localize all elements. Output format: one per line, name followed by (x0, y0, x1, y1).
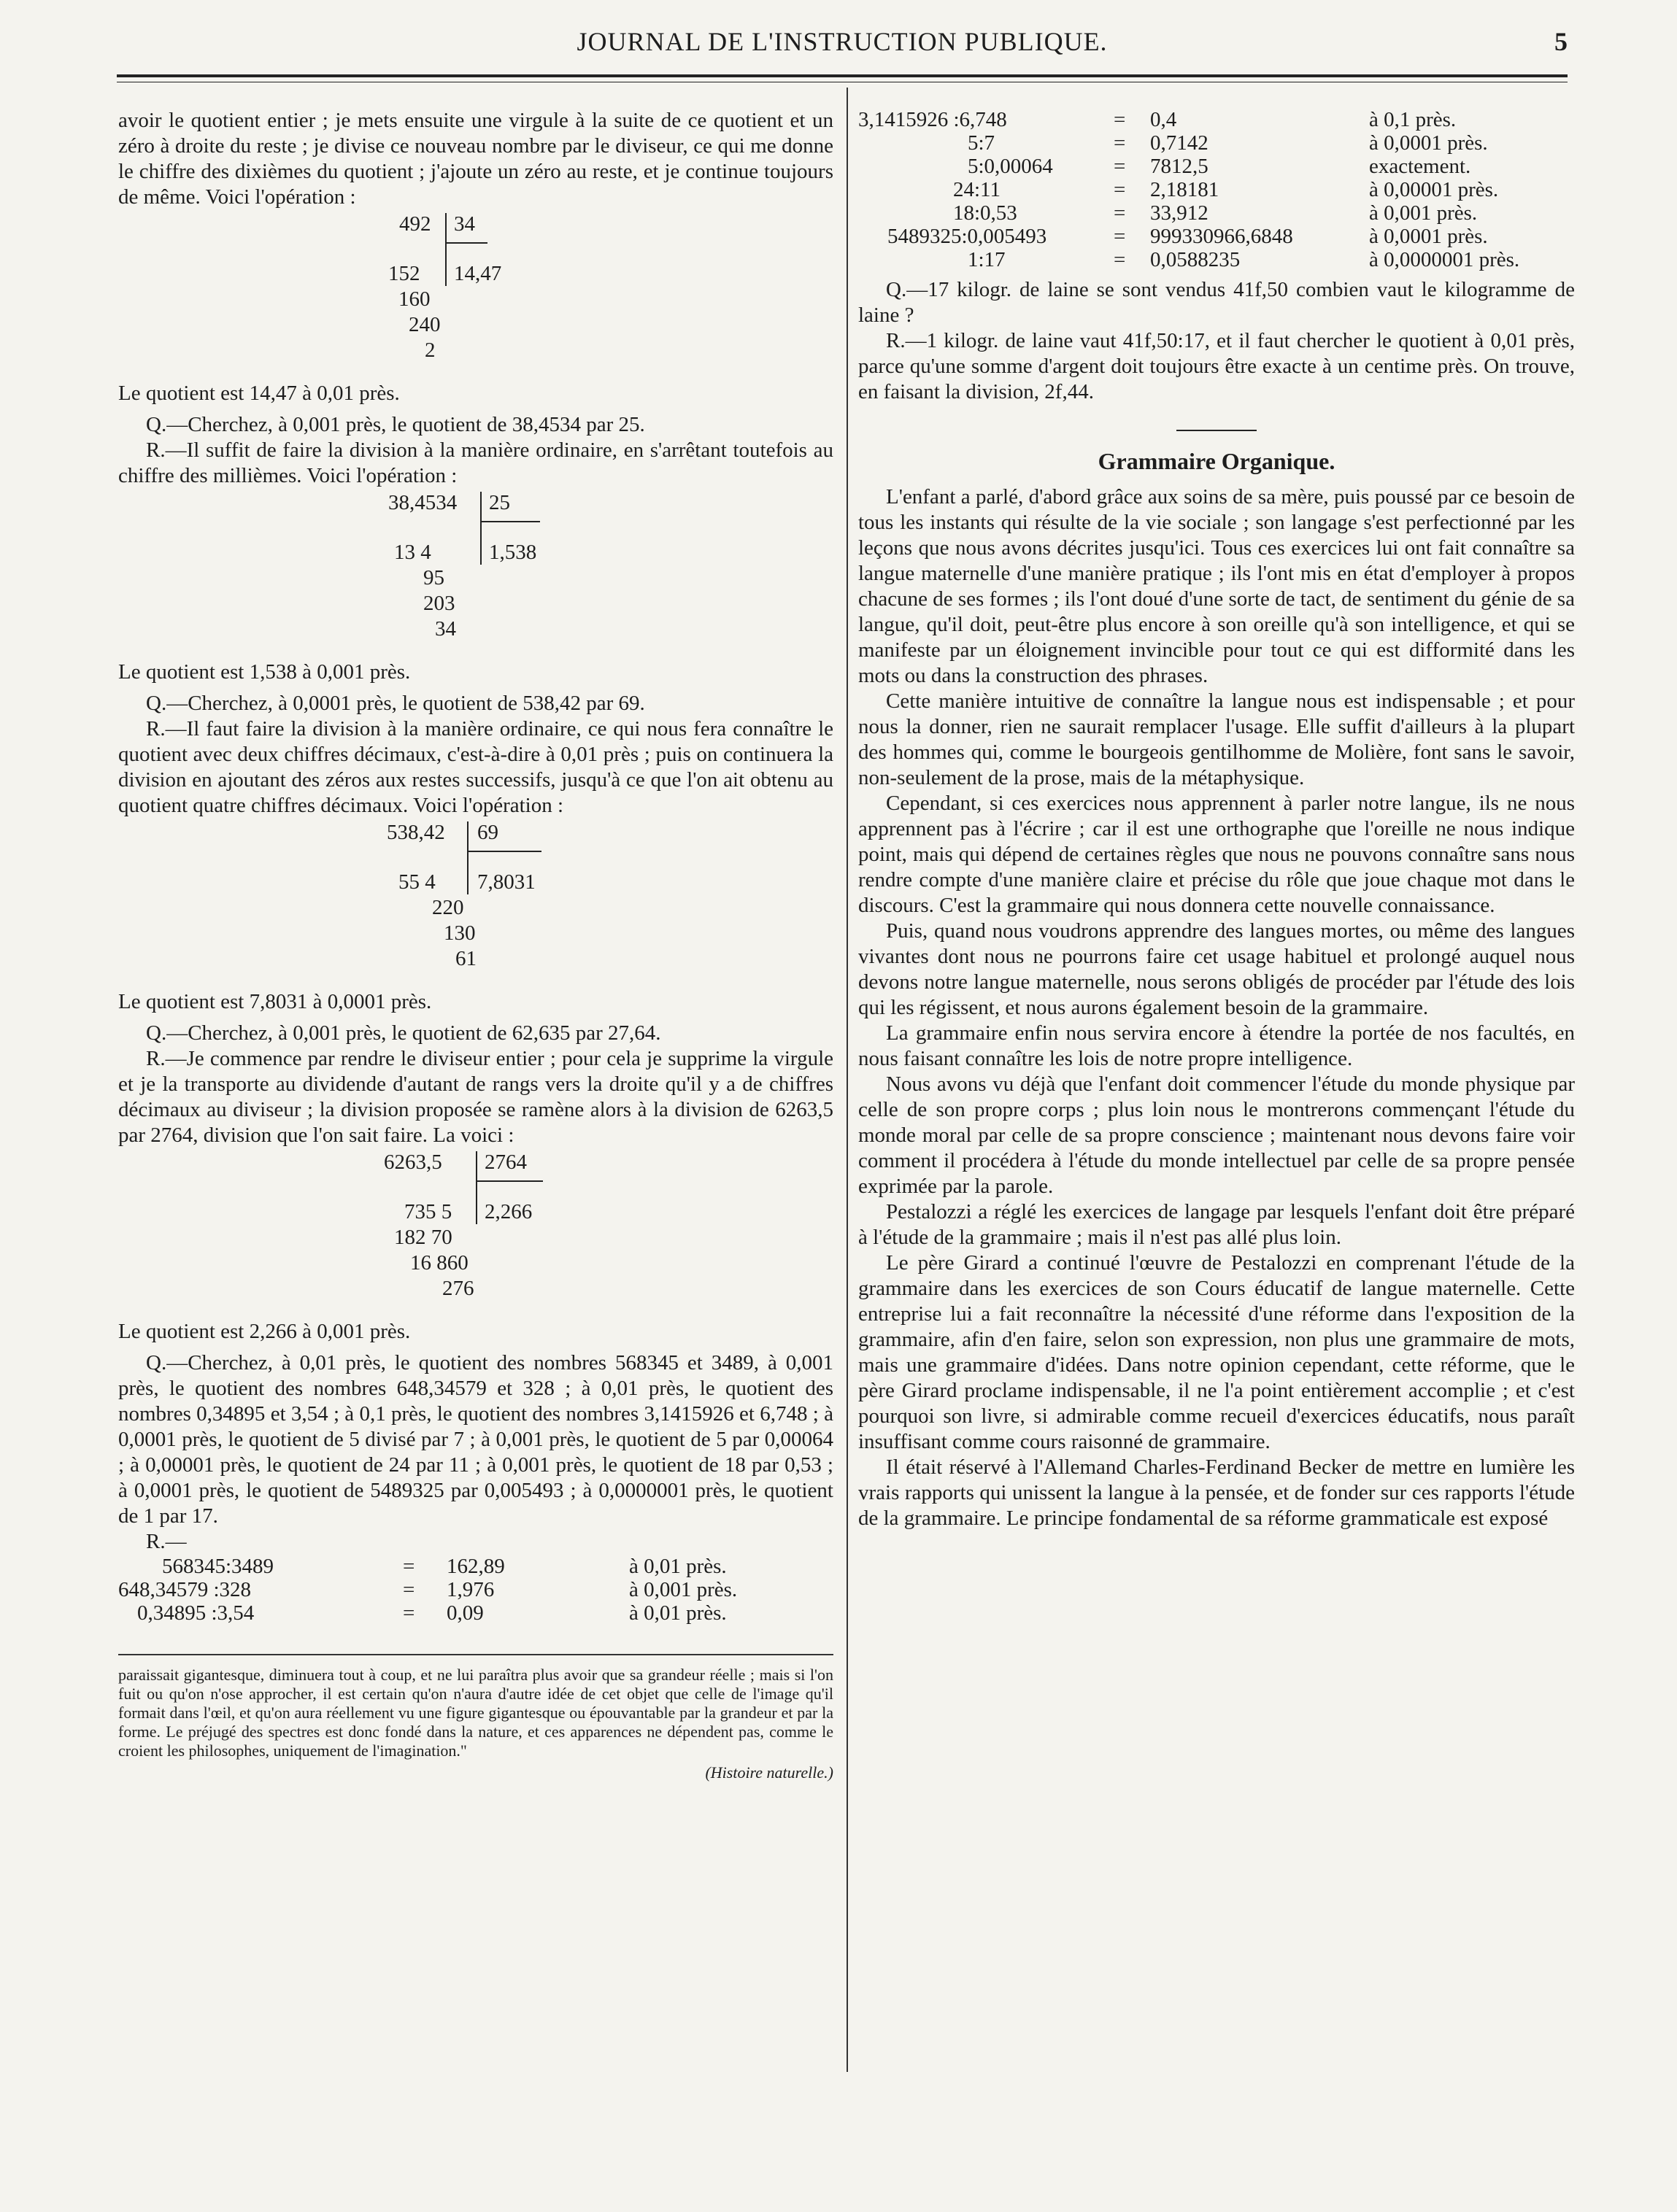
value: 0,7142 (1150, 131, 1208, 155)
operation: 568345:3489 (162, 1555, 274, 1578)
value: 33,912 (1150, 201, 1208, 225)
remainder: 130 (444, 921, 476, 945)
right-column (858, 108, 1575, 1531)
equals-sign: = (1114, 178, 1126, 201)
value: 162,89 (447, 1555, 505, 1578)
remainder: 55 4 (398, 870, 436, 894)
operation: 648,34579 :328 (118, 1578, 252, 1601)
results-table-right (858, 108, 1575, 271)
operation: 3,1415926 :6,748 (858, 108, 1007, 131)
operation: 5:7 (968, 131, 995, 155)
journal-title: JOURNAL DE L'INSTRUCTION PUBLIQUE. (577, 27, 1108, 56)
precision: à 0,1 près. (1369, 108, 1457, 131)
results-table-left (118, 1555, 833, 1625)
table-row (858, 248, 1575, 271)
table-row (858, 155, 1575, 178)
dividend: 6263,5 (384, 1151, 442, 1174)
divisor: 69 (477, 821, 498, 844)
table-row (858, 178, 1575, 201)
value: 7812,5 (1150, 155, 1208, 178)
precision: à 0,00001 près. (1369, 178, 1499, 201)
page-header (117, 26, 1568, 63)
equals-sign: = (1114, 225, 1126, 248)
dividend: 492 (399, 212, 431, 236)
answer: R.—1 kilogr. de laine vaut 41f,50:17, et il faut chercher le quotient à 0,01 près, parce qu'une somme d'argent doit toujours être exacte à un centime près. On trouve, en faisant la division, 2f,44. (858, 329, 1575, 403)
divisor: 34 (454, 212, 475, 236)
quotient: 7,8031 (477, 870, 536, 894)
division-line (477, 1180, 543, 1182)
quotient: 14,47 (454, 262, 502, 285)
question: Q.—17 kilogr. de laine se sont vendus 41f,50 combien vaut le kilogramme de laine ? (858, 278, 1575, 327)
precision: à 0,001 près. (1369, 201, 1478, 225)
equals-sign: = (1114, 155, 1126, 178)
remainder: 160 (398, 287, 431, 311)
division-operation-1 (118, 212, 833, 379)
precision: à 0,001 près. (629, 1578, 738, 1601)
precision: exactement. (1369, 155, 1471, 178)
paragraph: Le père Girard a continué l'œuvre de Pestalozzi en comprenant l'étude de la grammaire dans les exercices de son Cours éducatif de langue maternelle. Cette entreprise lui a fait reconnaître la nécessité d'une réforme dans l'exposition de la grammaire, afin d'en faire, selon son expression, non plus une grammaire de mots, mais une grammaire d'idées. Dans notre opinion cependant, cette réforme, que le père Girard proclame indispensable, il ne l'a point entièrement accomplie ; et c'est pourquoi son livre, si admirable comme recueil d'exercices éducatifs, nous paraît insuffisant comme cours raisonné de grammaire. (858, 1251, 1575, 1453)
result-line: Le quotient est 7,8031 à 0,0001 près. (118, 990, 432, 1013)
question: Q.—Cherchez, à 0,001 près, le quotient de 62,635 par 27,64. (146, 1021, 661, 1045)
remainder: 34 (435, 617, 456, 641)
answer: R.—Je commence par rendre le diviseur entier ; pour cela je supprime la virgule et je la transporte au dividende d'autant de rangs vers la droite qu'il y a de chiffres décimaux au diviseur ; la division proposée se ramène alors à la division de 6263,5 par 2764, division que l'on sait faire. La voici : (118, 1047, 833, 1147)
equals-sign: = (1114, 108, 1126, 131)
dividend: 38,4534 (388, 491, 458, 514)
quotient: 2,266 (485, 1200, 533, 1223)
answer-label: R.— (146, 1530, 187, 1553)
remainder: 152 (388, 262, 420, 285)
dividend: 538,42 (387, 821, 445, 844)
remainder: 61 (455, 947, 477, 970)
equals-sign: = (403, 1555, 415, 1578)
remainder: 16 860 (410, 1251, 469, 1275)
precision: à 0,01 près. (629, 1601, 727, 1625)
header-rule-thick (117, 74, 1568, 77)
paragraph: L'enfant a parlé, d'abord grâce aux soins de sa mère, puis poussé par ce besoin de tous les instants qui résulte de la vie sociale ; son langage s'est perfectionné par les leçons que nous avons décrites jusqu'ici. Tous ces exercices lui ont fait connaître sa langue maternelle d'une manière pratique ; ils l'ont mis en état d'employer à propos chacune de ses formes ; ils l'ont doué d'une sorte de tact, de sentiment du génie de sa langue, qu'il doit, peut-être plus encore à son oreille qu'à son intelligence, et qui se manifeste par un éloignement invincible pour tout ce qui est difformité dans les mots ou dans la construction des phrases. (858, 485, 1575, 687)
remainder: 182 70 (394, 1226, 452, 1249)
operation: 5:0,00064 (968, 155, 1053, 178)
division-operation-3 (118, 820, 833, 988)
value: 1,976 (447, 1578, 495, 1601)
column-divider (847, 88, 848, 2072)
value: 2,18181 (1150, 178, 1219, 201)
result-line: Le quotient est 2,266 à 0,001 près. (118, 1320, 411, 1343)
question: Q.—Cherchez, à 0,0001 près, le quotient de 538,42 par 69. (146, 692, 645, 715)
result-line: Le quotient est 1,538 à 0,001 près. (118, 660, 411, 684)
division-bar (480, 492, 482, 565)
remainder: 220 (432, 896, 464, 919)
table-row (858, 131, 1575, 155)
divisor: 2764 (485, 1151, 527, 1174)
equals-sign: = (1114, 201, 1126, 225)
paragraph: Cette manière intuitive de connaître la langue nous est indispensable ; et pour nous la donner, rien ne saurait remplacer l'usage. Elle suffit d'ailleurs à la plupart des hommes qui, comme le bourgeois gentilhomme de Molière, font sans le savoir, non-seulement de la prose, mais de la métaphysique. (858, 689, 1575, 789)
section-rule (1176, 430, 1257, 431)
operation: 24:11 (953, 178, 1001, 201)
answer: R.—Il faut faire la division à la manière ordinaire, ce qui nous fera connaître le quotient avec deux chiffres décimaux, c'est-à-dire à 0,01 près ; puis on continuera la division en ajoutant des zéros aux restes successifs, jusqu'à ce que l'on ait obtenu au quotient quatre chiffres décimaux. Voici l'opération : (118, 717, 833, 817)
section-title: Grammaire Organique. (1098, 448, 1335, 474)
footnote-rule (118, 1654, 833, 1655)
paragraph: Pestalozzi a réglé les exercices de langage par lesquels l'enfant doit être préparé à l'étude de la grammaire ; mais il n'est pas allé plus loin. (858, 1200, 1575, 1249)
equals-sign: = (1114, 248, 1126, 271)
paragraph: La grammaire enfin nous servira encore à étendre la portée de nos facultés, en nous faisant connaître les lois de notre propre intelligence. (858, 1021, 1575, 1070)
operation: 1:17 (968, 248, 1006, 271)
operation: 0,34895 :3,54 (137, 1601, 255, 1625)
answer: R.—Il suffit de faire la division à la manière ordinaire, en s'arrêtant toutefois au chiffre des millièmes. Voici l'opération : (118, 438, 833, 487)
equals-sign: = (1114, 131, 1126, 155)
value: 999330966,6848 (1150, 225, 1293, 248)
division-line (482, 521, 540, 522)
operation: 18:0,53 (953, 201, 1017, 225)
division-bar (476, 1151, 477, 1224)
equals-sign: = (403, 1578, 415, 1601)
paragraph: Nous avons vu déjà que l'enfant doit commencer l'étude du monde physique par celle de son propre corps ; plus loin nous le montrerons commençant l'étude du monde moral par celle de sa propre conscience ; maintenant nous devons faire voir comment il procédera à l'étude du monde intellectuel par celle de sa propre pensée exprimée par la parole. (858, 1072, 1575, 1198)
result-line: Le quotient est 14,47 à 0,01 près. (118, 382, 400, 405)
division-operation-4 (118, 1150, 833, 1318)
precision: à 0,0001 près. (1369, 131, 1488, 155)
precision: à 0,0001 près. (1369, 225, 1488, 248)
table-row (858, 201, 1575, 225)
division-operation-2 (118, 490, 833, 658)
remainder: 13 4 (394, 541, 431, 564)
remainder: 240 (409, 313, 441, 336)
remainder: 276 (442, 1277, 474, 1300)
question: Q.—Cherchez, à 0,001 près, le quotient de 38,4534 par 25. (146, 413, 645, 436)
page-number: 5 (1554, 27, 1568, 56)
division-line (469, 851, 541, 852)
table-row (858, 108, 1575, 131)
paragraph: Puis, quand nous voudrons apprendre des langues mortes, ou même des langues vivantes dont nous ne pourrons faire cet usage habituel et prolongé auquel nous devons notre langue maternelle, nous serons obligés de procéder par l'étude des lois qui les régissent, et nous aurons également besoin de la grammaire. (858, 919, 1575, 1019)
table-row (118, 1601, 833, 1625)
paragraph: avoir le quotient entier ; je mets ensuite une virgule à la suite de ce quotient et un zéro à droite du reste ; je divise ce nouveau nombre par le diviseur, ce qui me donne le chiffre des dixièmes du quotient ; j'ajoute un zéro au reste, et je continue toujours de même. Voici l'opération : (118, 109, 833, 209)
precision: à 0,0000001 près. (1369, 248, 1520, 271)
remainder: 735 5 (404, 1200, 452, 1223)
remainder: 95 (423, 566, 444, 589)
value: 0,4 (1150, 108, 1177, 131)
footnote: paraissait gigantesque, diminuera tout à coup, et ne lui paraîtra plus avoir que sa grandeur réelle ; mais si l'on fuit ou qu'on n'ose approcher, il est certain qu'on n'aura d'autre idée de cet objet que celle de l'image qu'il formait dans l'œil, et qu'on aura réellement vu une figure gigantesque ou épouvantable par la grandeur et par la forme. Le préjugé des spectres est donc fondé dans la nature, et ces apparences ne dépendent pas, comme le croient les philosophes, uniquement de l'imagination." (118, 1666, 833, 1760)
footnote-source: (Histoire naturelle.) (705, 1763, 833, 1782)
equals-sign: = (403, 1601, 415, 1625)
precision: à 0,01 près. (629, 1555, 727, 1578)
table-row (858, 225, 1575, 248)
remainder: 2 (425, 339, 436, 362)
paragraph: Il était réservé à l'Allemand Charles-Ferdinand Becker de mettre en lumière les vrais rapports qui unissent la langue à la pensée, et de fonder sur ces rapports l'étude de la grammaire. Le principe fondamental de sa réforme grammaticale est exposé (858, 1455, 1575, 1530)
table-row (118, 1578, 833, 1601)
remainder: 203 (423, 592, 455, 615)
divisor: 25 (489, 491, 510, 514)
operation: 5489325:0,005493 (887, 225, 1047, 248)
value: 0,09 (447, 1601, 484, 1625)
value: 0,0588235 (1150, 248, 1241, 271)
division-bar (467, 821, 469, 894)
paragraph: Cependant, si ces exercices nous apprennent à parler notre langue, ils ne nous apprennent pas à l'écrire ; car il est une orthographe que l'oreille ne nous indique point, mais qui dépend de certaines règles que nous ne pouvons connaître sans nous rendre compte d'une manière claire et précise du rôle que joue chaque mot dans le discours. C'est la grammaire qui nous donnera cette nouvelle connaissance. (858, 792, 1575, 917)
quotient: 1,538 (489, 541, 537, 564)
table-row (118, 1555, 833, 1578)
division-bar (445, 213, 447, 286)
left-column (118, 108, 833, 1782)
question: Q.—Cherchez, à 0,01 près, le quotient des nombres 568345 et 3489, à 0,001 près, le quotient des nombres 648,34579 et 328 ; à 0,01 près, le quotient des nombres 0,34895 et 3,54 ; à 0,1 près, le quotient des nombres 3,1415926 et 6,748 ; à 0,0001 près, le quotient de 5 divisé par 7 ; à 0,001 près, le quotient de 5 par 0,00064 ; à 0,00001 près, le quotient de 24 par 11 ; à 0,001 près, le quotient de 18 par 0,53 ; à 0,0001 près, le quotient de 5489325 par 0,005493 ; à 0,0000001 près, le quotient de 1 par 17. (118, 1351, 833, 1528)
division-line (447, 242, 487, 244)
